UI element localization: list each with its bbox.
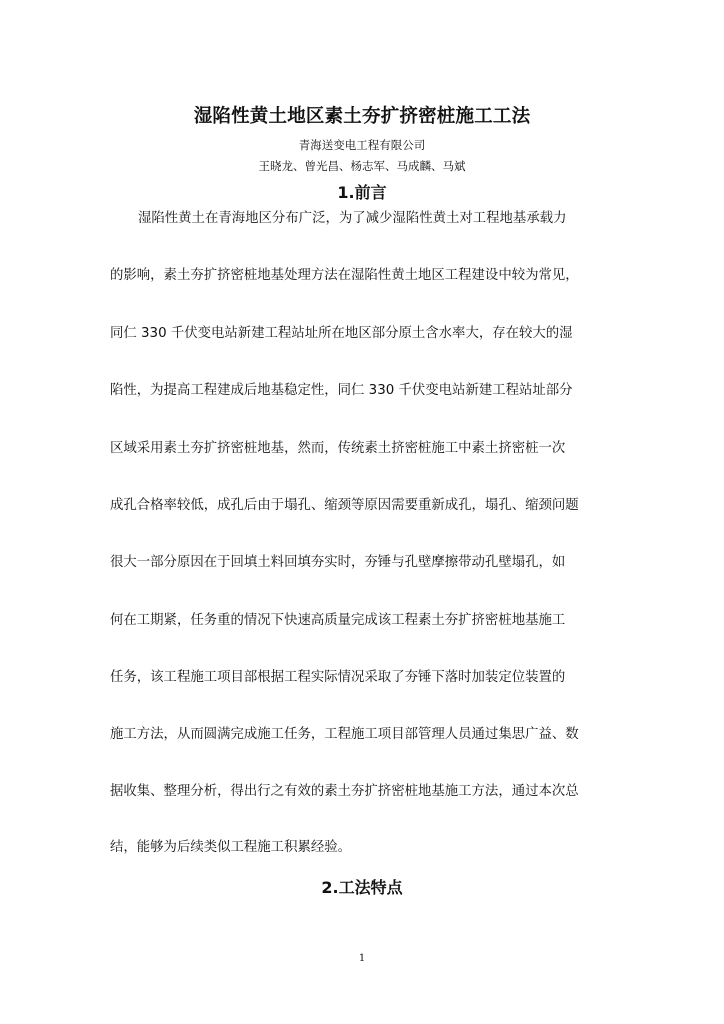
page-number: 1 (358, 953, 366, 964)
paragraph-line: 任务，该工程施工项目部根据工程实际情况采取了夯锤下落时加装定位装置的 (110, 670, 566, 685)
paragraph-line: 同仁 330 千伏变电站新建工程站址所在地区部分原土含水率大，存在较大的湿 (110, 326, 573, 341)
section-heading-introduction: 1.前言 (337, 183, 387, 202)
paragraph-line: 成孔合格率较低，成孔后由于塌孔、缩颈等原因需要重新成孔，塌孔、缩颈问题 (110, 498, 579, 513)
document-title: 湿陷性黄土地区素土夯扩挤密桩施工工法 (193, 106, 531, 127)
paragraph-line: 施工方法，从而圆满完成施工任务，工程施工项目部管理人员通过集思广益、数 (110, 727, 579, 742)
paragraph-line: 陷性，为提高工程建成后地基稳定性，同仁 330 千伏变电站新建工程站址部分 (110, 383, 573, 398)
paragraph-line: 区域采用素土夯扩挤密桩地基，然而，传统素土挤密桩施工中素土挤密桩一次 (110, 441, 566, 456)
paragraph-line: 的影响，素土夯扩挤密桩地基处理方法在湿陷性黄土地区工程建设中较为常见， (110, 268, 579, 283)
paragraph-line: 何在工期紧，任务重的情况下快速高质量完成该工程素土夯扩挤密桩地基施工 (110, 613, 566, 628)
paragraph-line: 很大一部分原因在于回填土料回填夯实时，夯锤与孔壁摩擦带动孔壁塌孔，如 (110, 555, 566, 570)
section-heading-features: 2.工法特点 (321, 878, 403, 897)
paragraph-line: 湿陷性黄土在青海地区分布广泛，为了减少湿陷性黄土对工程地基承载力 (138, 211, 567, 226)
paragraph-line: 结，能够为后续类似工程施工积累经验。 (110, 840, 352, 855)
paragraph-line: 据收集、整理分析，得出行之有效的素土夯扩挤密桩地基施工方法，通过本次总 (110, 784, 579, 799)
organization-name: 青海送变电工程有限公司 (298, 138, 426, 152)
author-list: 王晓龙、曾光昌、杨志军、马成麟、马斌 (258, 159, 466, 173)
